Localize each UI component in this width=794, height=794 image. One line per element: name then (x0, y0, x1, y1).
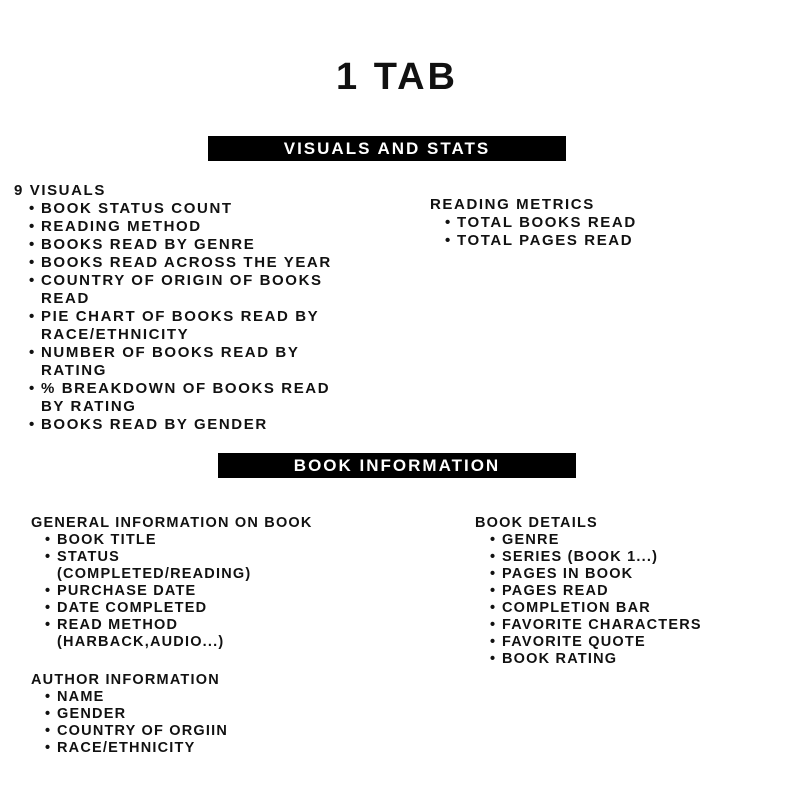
bullet-icon: • (490, 617, 497, 633)
bullet-icon: • (45, 532, 52, 548)
book-details-list (475, 515, 702, 668)
bullet-icon: • (29, 236, 36, 253)
visuals-list (14, 182, 346, 434)
list-item-label: READING METHOD (41, 218, 202, 235)
bullet-icon: • (490, 634, 497, 650)
bullet-icon: • (490, 600, 497, 616)
list-item-label: NAME (57, 689, 105, 705)
list-item (45, 600, 272, 617)
list-item (45, 689, 228, 706)
list-item (29, 344, 346, 380)
list-item-label: PIE CHART OF BOOKS READ BY RACE/ETHNICITY (41, 308, 320, 343)
list-item-label: PURCHASE DATE (57, 583, 197, 599)
list-item (45, 532, 272, 549)
author-information-list (31, 672, 228, 757)
bullet-icon: • (29, 254, 36, 271)
list-item (29, 272, 346, 308)
reading-metrics-items (445, 214, 637, 250)
list-item-label: PAGES IN BOOK (502, 566, 634, 582)
book-details-title: BOOK DETAILS (475, 515, 598, 531)
list-item-label: BOOKS READ BY GENDER (41, 416, 268, 433)
list-item-label: COUNTRY OF ORGIIN (57, 723, 229, 739)
list-item (490, 532, 702, 549)
page-title: 1 TAB (336, 56, 458, 98)
reading-metrics-list (430, 196, 637, 250)
bullet-icon: • (29, 344, 36, 361)
list-item (45, 549, 272, 583)
list-item (29, 254, 346, 272)
list-item-label: SERIES (BOOK 1...) (502, 549, 659, 565)
list-item (45, 723, 229, 740)
list-item-label: BOOK TITLE (57, 532, 157, 548)
list-item (45, 740, 228, 757)
list-item (29, 416, 346, 434)
bullet-icon: • (445, 214, 452, 231)
list-item-label: BOOKS READ BY GENRE (41, 236, 256, 253)
bullet-icon: • (45, 689, 52, 705)
list-item-label: TOTAL PAGES READ (457, 232, 634, 249)
bullet-icon: • (490, 583, 497, 599)
list-item (445, 232, 637, 250)
list-item-label: FAVORITE CHARACTERS (502, 617, 702, 633)
book-details-items (490, 532, 702, 668)
bullet-icon: • (490, 566, 497, 582)
list-item (490, 600, 702, 617)
list-item (29, 200, 346, 218)
list-item-label: % BREAKDOWN OF BOOKS READ BY RATING (41, 380, 331, 415)
author-information-title: AUTHOR INFORMATION (31, 672, 220, 688)
bullet-icon: • (490, 651, 497, 667)
bullet-icon: • (490, 532, 497, 548)
list-item (445, 214, 637, 232)
list-item-label: GENDER (57, 706, 127, 722)
list-item-label: READ METHOD (HARBACK,AUDIO...) (57, 617, 225, 650)
reading-metrics-title: READING METRICS (430, 196, 595, 213)
bullet-icon: • (45, 600, 52, 616)
list-item-label: RACE/ETHNICITY (57, 740, 196, 756)
list-item (490, 566, 702, 583)
bullet-icon: • (490, 549, 497, 565)
list-item-label: COMPLETION BAR (502, 600, 651, 616)
bullet-icon: • (29, 272, 36, 289)
list-item (29, 380, 346, 416)
list-item (490, 617, 702, 634)
visuals-items (29, 200, 346, 434)
bullet-icon: • (29, 308, 36, 325)
list-item (29, 236, 346, 254)
section-header-book-information: BOOK INFORMATION (218, 453, 576, 478)
list-item (29, 218, 346, 236)
list-item (490, 634, 702, 651)
author-information-items (45, 689, 229, 757)
general-information-items (45, 532, 272, 651)
bullet-icon: • (45, 740, 52, 756)
list-item-label: TOTAL BOOKS READ (457, 214, 637, 231)
list-item-label: DATE COMPLETED (57, 600, 208, 616)
list-item-label: FAVORITE QUOTE (502, 634, 646, 650)
bullet-icon: • (45, 583, 52, 599)
bullet-icon: • (45, 549, 52, 565)
list-item (490, 651, 702, 668)
list-item (45, 706, 228, 723)
general-information-title: GENERAL INFORMATION ON BOOK (31, 515, 313, 531)
list-item-label: BOOK RATING (502, 651, 618, 667)
bullet-icon: • (445, 232, 452, 249)
bullet-icon: • (45, 723, 52, 739)
list-item-label: COUNTRY OF ORIGIN OF BOOKS READ (41, 272, 323, 307)
list-item (29, 308, 346, 344)
list-item-label: BOOK STATUS COUNT (41, 200, 233, 217)
list-item (45, 583, 272, 600)
general-information-list (31, 515, 313, 651)
section-header-visuals-and-stats: VISUALS AND STATS (208, 136, 566, 161)
list-item (490, 549, 702, 566)
list-item (45, 617, 272, 651)
list-item-label: GENRE (502, 532, 560, 548)
bullet-icon: • (29, 380, 36, 397)
bullet-icon: • (45, 706, 52, 722)
list-item-label: NUMBER OF BOOKS READ BY RATING (41, 344, 300, 379)
bullet-icon: • (29, 200, 36, 217)
list-item-label: BOOKS READ ACROSS THE YEAR (41, 254, 332, 271)
visuals-title: 9 VISUALS (14, 182, 106, 199)
bullet-icon: • (45, 617, 52, 633)
list-item-label: STATUS (COMPLETED/READING) (57, 549, 252, 582)
bullet-icon: • (29, 218, 36, 235)
list-item-label: PAGES READ (502, 583, 609, 599)
bullet-icon: • (29, 416, 36, 433)
list-item (490, 583, 702, 600)
